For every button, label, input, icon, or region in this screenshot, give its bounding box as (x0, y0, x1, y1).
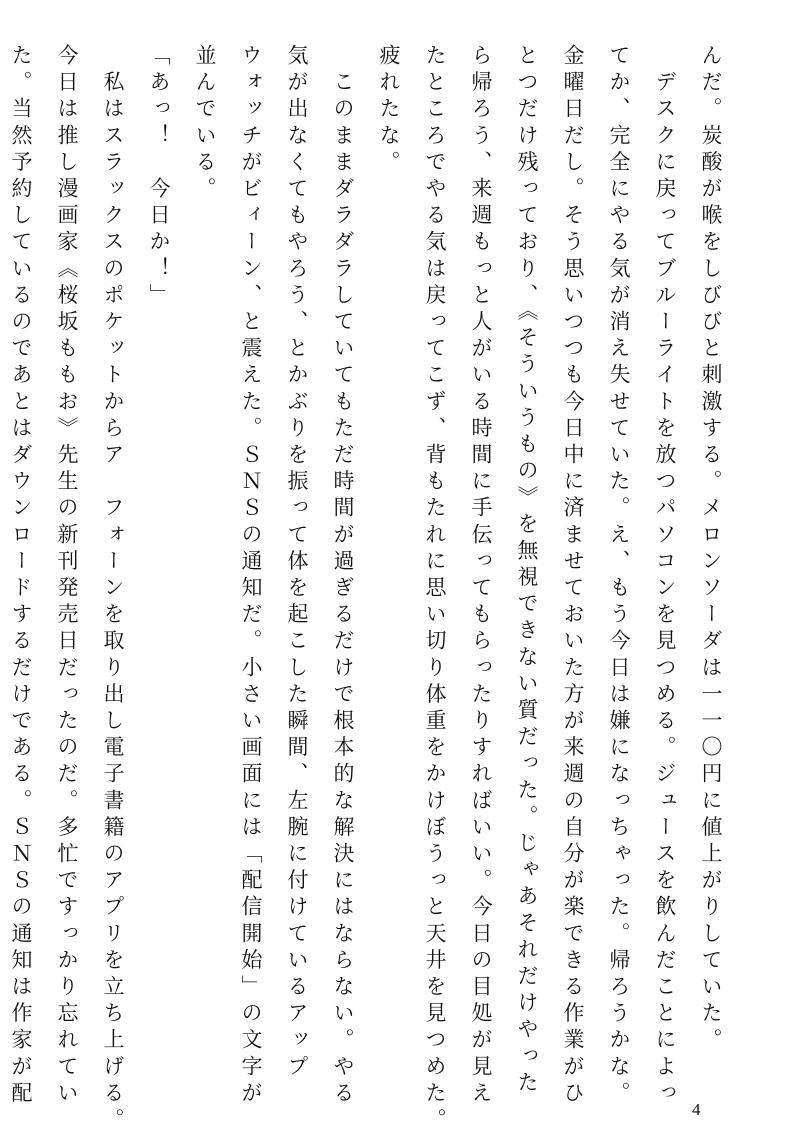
text-line: このままダラダラしていてもただ時間が過ぎるだけで根本的な解決にはならない。やる (331, 44, 355, 1108)
text-line: 気が出なくてもやろう、とかぶりを振って体を起こした瞬間、左腕に付けているアップ (285, 44, 309, 1082)
text-line: 金曜日だし。そう思いつつも今日中に済ませておいた方が来週の自分が楽できる作業がひ (561, 44, 585, 1108)
text-line: 疲れたな。 (377, 44, 401, 177)
text-line: てか、完全にやる気が消え失せていた。え、もう今日は嫌になっちゃった。帰ろうかな。 (607, 44, 631, 1108)
text-line: ら帰ろう、来週もっと人がいる時間に手伝ってもらったりすればいい。今日の目処が見え (469, 44, 493, 1108)
text-line: た。当然予約しているのであとはダウンロードするだけである。ＳＮＳの通知は作家が配 (9, 44, 33, 1108)
text-line: 「あっ！ 今日か！」 (147, 44, 171, 310)
text-line: 私はスラックスのポケットからア フォーンを取り出し電子書籍のアプリを立ち上げる。 (101, 44, 125, 1135)
text-line: んだ。炭酸が喉をしびびと刺激する。メロンソーダは一一〇円に値上がりしていた。 (699, 44, 723, 1055)
text-line: 並んでいる。 (193, 44, 217, 204)
text-line: ウォッチがビィーン、と震えた。ＳＮＳの通知だ。小さい画面には「配信開始」の文字が (239, 44, 263, 1108)
text-line: デスクに戻ってブルーライトを放つパソコンを見つめる。ジュースを飲んだことによっ (653, 44, 677, 1108)
text-line: たところでやる気は戻ってこず、背もたれに思い切り体重をかけぼうっと天井を見つめた。 (423, 44, 447, 1135)
vertical-text-body (0, 44, 734, 1135)
page-number: 4 (692, 1100, 701, 1119)
text-line: 今日は推し漫画家《桜坂ももお》先生の新刊発売日だったのだ。多忙ですっかり忘れてい (55, 44, 79, 1108)
text-line: とつだけ残っており、《そういうもの》を無視できない質だった。じゃあそれだけやった (515, 44, 539, 1098)
